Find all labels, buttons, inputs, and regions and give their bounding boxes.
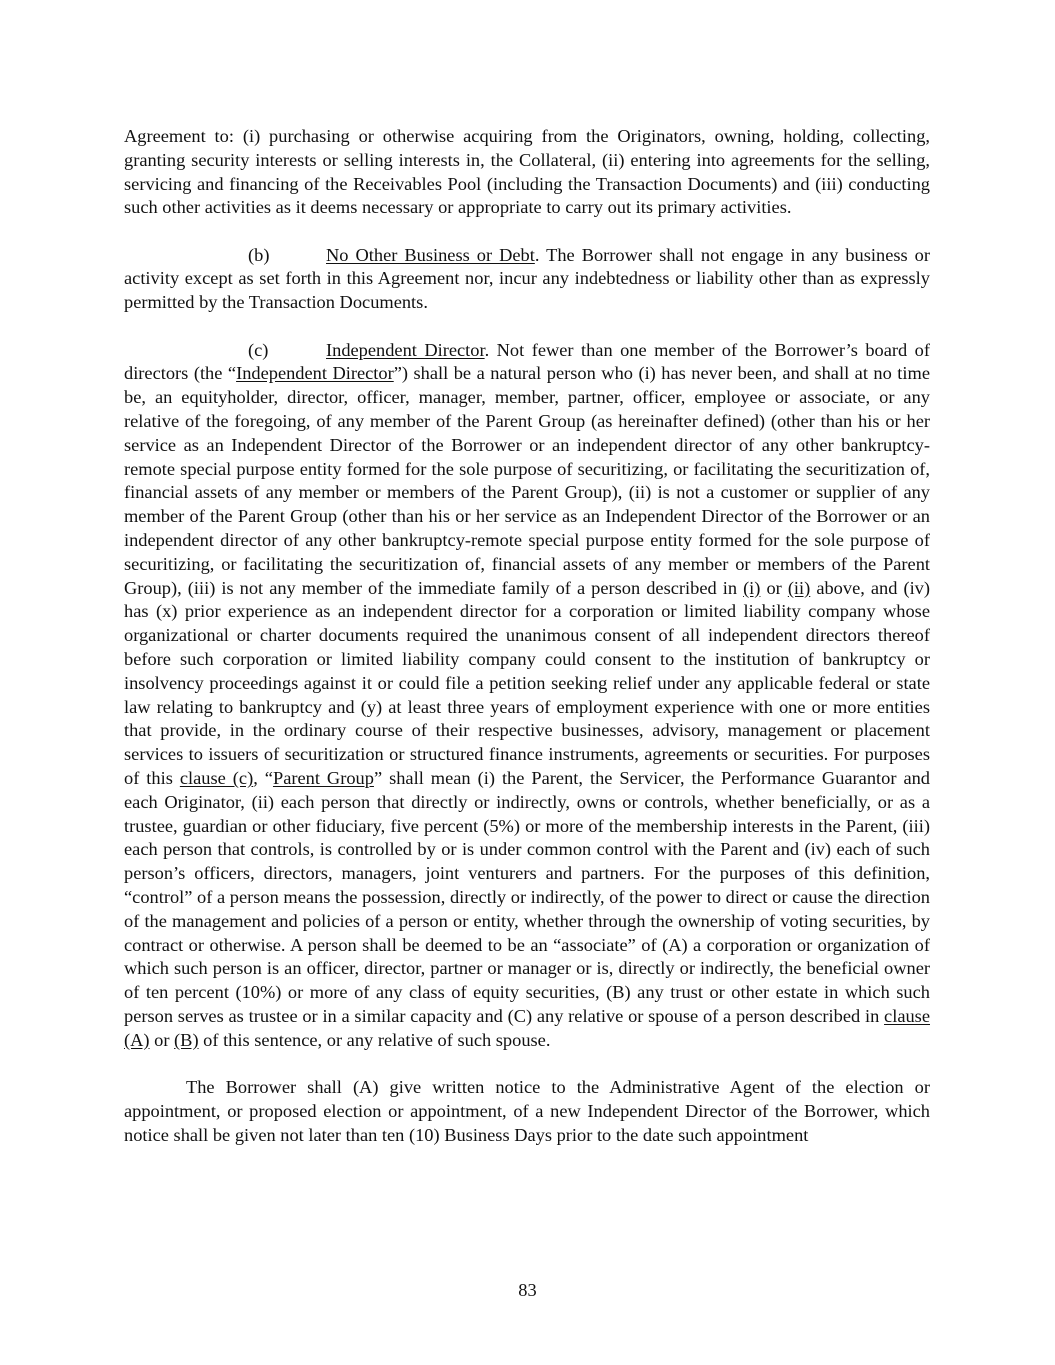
paragraph-final: The Borrower shall (A) give written notice to the Administrative Agent of the election or appointment, or proposed election or appointment, of a new Independent Director of the Borrower, which notice shall be given not later than ten (10) Business Days prior to the date such appointment <box>124 1076 930 1145</box>
paragraph-intro: Agreement to: (i) purchasing or otherwise acquiring from the Originators, owning, holding, collecting, granting security interests or selling interests in, the Collateral, (ii) entering into agreements for the selling, servicing and financing of the Receivables Pool (including the Transaction Documents) and (iii) conducting such other activities as it deems necessary or appropriate to carry out its primary activities. <box>124 126 930 218</box>
ref-clause-c: clause (c) <box>179 767 254 788</box>
ref-clause-a: clause (A) <box>124 1005 930 1050</box>
section-c-text-1: . Not fewer than one member of the Borrower’s board of directors (the “ <box>124 339 931 384</box>
ref-i: (i) <box>743 577 761 598</box>
section-c-label: (c) <box>248 339 269 360</box>
section-c-text-3: or <box>760 577 788 598</box>
ref-b: (B) <box>174 1029 199 1050</box>
section-b-heading: No Other Business or Debt <box>326 244 535 265</box>
section-c-text-8: of this sentence, or any relative of such spouse. <box>198 1029 551 1050</box>
term-parent-group: Parent Group <box>272 767 374 788</box>
section-c-text-6: ” shall mean (i) the Parent, the Servicer, the Performance Guarantor and each Originator, (ii) each person that directly or indirectly, owns or controls, whether beneficially, or as a trustee, guardian or other fiduciary, five percent (5%) or more of the membership interests in the Parent, (iii) each person that controls, is controlled by or is under common control with the Parent and (iv) each of such person’s officers, directors, managers, joint venturers and partners. For the purposes of this definition, “control” of a person means the possession, directly or indirectly, of the power to direct or cause the direction of the management and policies of a person or entity, whether through the ownership of voting securities, by contract or otherwise. A person shall be deemed to be an “associate” of (A) a corporation or organization of which such person is an officer, director, partner or manager or is, directly or indirectly, the beneficial owner of ten percent (10%) or more of any class of equity securities, (B) any trust or other estate in which such person serves as trustee or in a similar capacity and (C) any relative or spouse of a person described in <box>124 767 930 1026</box>
document-page <box>124 125 930 1171</box>
ref-ii: (ii) <box>787 577 811 598</box>
page-number: 83 <box>518 1280 537 1300</box>
section-b-label: (b) <box>248 244 270 265</box>
section-c-text-2: ”) shall be a natural person who (i) has never been, and shall at no time be, an equityholder, director, officer, manager, member, partner, officer, employee or associate, or any relative of the foregoing, of any member of the Parent Group (as hereinafter defined) (other than his or her service as an Independent Director of the Borrower or an independent director of any other bankruptcy-remote special purpose entity formed for the sole purpose of securitizing, or facilitating the securitization of, financial assets of any member or members of the Parent Group), (ii) is not a customer or supplier of any member of the Parent Group (other than his or her service as an Independent Director of the Borrower or an independent director of any other bankruptcy-remote special purpose entity formed for the sole purpose of securitizing, or facilitating the securitization of, financial assets of any member or members of the Parent Group), (iii) is not any member of the immediate family of a person described in <box>124 363 930 598</box>
section-b-body: . The Borrower shall not engage in any business or activity except as set forth in this Agreement nor, incur any indebtedness or liability other than as expressly permitted by the Transaction Documents. <box>124 244 930 313</box>
paragraph-section-c <box>124 339 930 1053</box>
section-c-text-4: above, and (iv) has (x) prior experience as an independent director for a corporation or limited liability company whose organizational or charter documents required the unanimous consent of all independent directors thereof before such corporation or limited liability company could consent to the institution of bankruptcy or insolvency proceedings against it or could file a petition seeking relief under any applicable federal or state law relating to bankruptcy and (y) at least three years of employment experience with one or more entities that provide, in the ordinary course of their respective businesses, advisory, management or placement services to issuers of securitization or structured finance instruments, agreements or securities. For purposes of this <box>124 577 930 788</box>
section-c-text-7: or <box>149 1029 175 1050</box>
section-c-text-5: , “ <box>253 767 273 788</box>
term-independent-director: Independent Director <box>236 363 394 384</box>
paragraph-section-b <box>124 244 930 315</box>
section-c-heading: Independent Director <box>326 339 485 360</box>
